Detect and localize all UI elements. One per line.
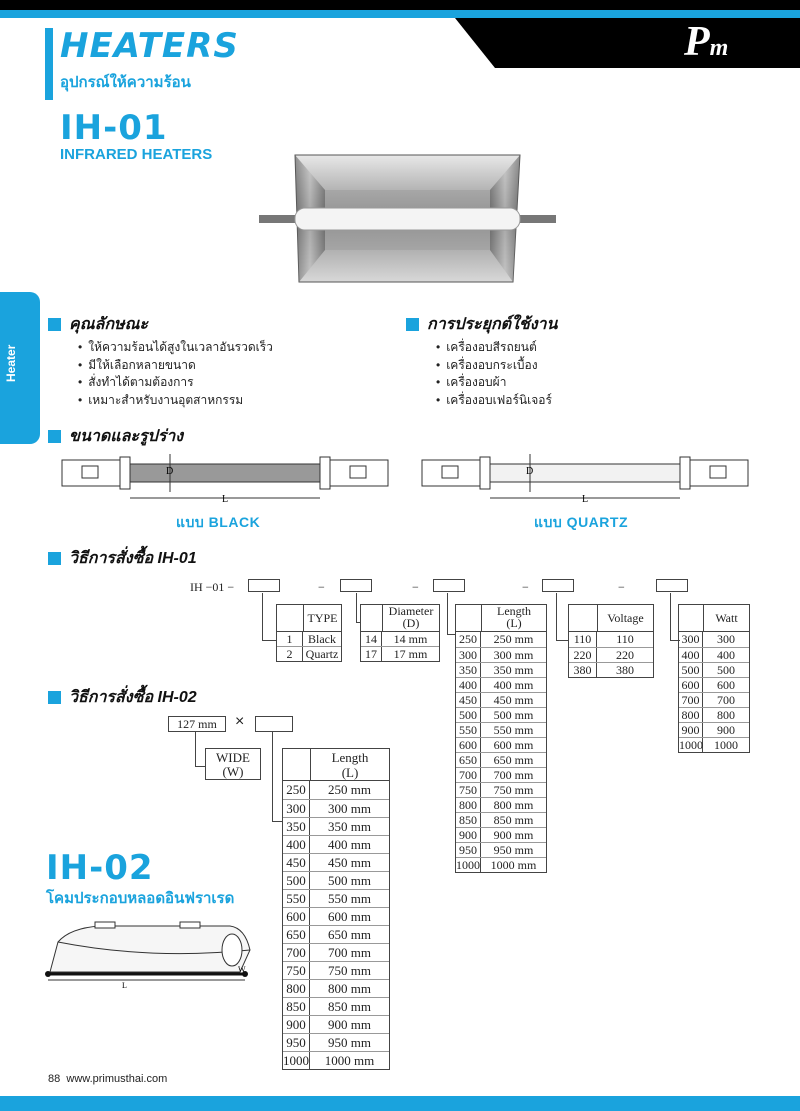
table-row: 1000 1000 mm [456,857,546,872]
table-row: 500 500 mm [283,871,389,889]
side-tab: Heater [0,292,40,444]
table-row: 700 700 mm [456,767,546,782]
table-row: 300 300 [679,632,749,647]
svg-text:L: L [222,494,229,505]
table-row: 450 450 mm [283,853,389,871]
list-item: • เหมาะสำหรับงานอุตสาหกรรม [78,392,273,410]
svg-text:L: L [122,981,127,990]
table-row: 800 800 mm [283,979,389,997]
table-row: 850 850 mm [283,997,389,1015]
table-row: 500 500 mm [456,707,546,722]
ih01-product-image [255,150,560,290]
list-item: • เครื่องอบกระเบื้อง [436,357,552,375]
table-row: 350 350 mm [456,662,546,677]
model-ih02: IH-02 [46,848,154,888]
table-row: 800 800 [679,707,749,722]
footer-bar [0,1096,800,1111]
list-item: • สั่งทำได้ตามต้องการ [78,374,273,392]
table-row: 600 600 mm [283,907,389,925]
list-item: • เครื่องอบสีรถยนต์ [436,339,552,357]
table-row: 700 700 mm [283,943,389,961]
table-row: 900 900 [679,722,749,737]
order-ih02-heading: วิธีการสั่งซื้อ IH-02 [48,685,197,710]
table-row: 300 300 mm [456,647,546,662]
website-url: www.primusthai.com [66,1073,168,1085]
table-row: 800 800 mm [456,797,546,812]
model-ih01-subtitle: INFRARED HEATERS [60,146,213,163]
table-row: 1000 1000 [679,737,749,752]
table-row: 550 550 mm [283,889,389,907]
applications-heading: การประยุกต์ใช้งาน [406,312,557,337]
table-row: 350 350 mm [283,817,389,835]
accent-line [45,28,53,100]
table-row: 400 400 mm [283,835,389,853]
page-title-thai: อุปกรณ์ให้ความร้อน [60,74,191,91]
table-row: 650 650 mm [456,752,546,767]
model-ih01: IH-01 [60,108,168,148]
table-row: 950 950 mm [456,842,546,857]
width-value-box: 127 mm [168,716,226,732]
table-row: 950 950 mm [283,1033,389,1051]
diameter-table: Diameter (D) 14 14 mm 17 17 mm [360,604,440,662]
features-list [78,339,273,409]
watt-table: Watt 300 300 400 400 500 500 600 600 700 700 800 800 900 900 1000 1000 [678,604,750,753]
code-slot-watt [656,579,688,592]
type-table: TYPE 1 Black 2 Quartz [276,604,342,662]
tube-quartz-diagram [420,452,750,508]
list-item: • มีให้เลือกหลายขนาด [78,357,273,375]
code-slot-voltage [542,579,574,592]
order-ih01-heading: วิธีการสั่งซื้อ IH-01 [48,546,197,571]
shape-heading: ขนาดและรูปร่าง [48,424,183,449]
table-row: 400 400 mm [456,677,546,692]
table-row: 650 650 mm [283,925,389,943]
type-quartz-label: แบบ QUARTZ [534,514,629,530]
table-row: 550 550 mm [456,722,546,737]
list-item: • เครื่องอบเฟอร์นิเจอร์ [436,392,552,410]
brand-logo: Pm [684,19,729,65]
wide-label-box: WIDE (W) [205,748,261,780]
svg-text:W: W [238,965,246,974]
code-slot-length [433,579,465,592]
table-row: 750 750 mm [283,961,389,979]
table-row: 600 600 mm [456,737,546,752]
table-row: 750 750 mm [456,782,546,797]
svg-text:D: D [526,466,534,477]
table-row: 850 850 mm [456,812,546,827]
list-item: • เครื่องอบผ้า [436,374,552,392]
table-row: 450 450 mm [456,692,546,707]
table-row: 900 900 mm [283,1015,389,1033]
ih02-lamp-drawing [40,920,260,992]
features-heading: คุณลักษณะ [48,312,148,337]
code-slot-diameter [340,579,372,592]
page-number: 88 [48,1073,61,1085]
tube-black-diagram [60,452,390,508]
table-row: 250 250 mm [283,781,389,799]
page-footer [48,1073,167,1085]
table-row: 250 250 mm [456,632,546,647]
svg-text:L: L [582,494,589,505]
applications-list [436,339,552,409]
table-row: 1000 1000 mm [283,1051,389,1069]
voltage-table: Voltage 110 110 220 220 380 380 [568,604,654,678]
code-slot-type [248,579,280,592]
model-ih02-subtitle: โคมประกอบหลอดอินฟราเรด [46,890,235,907]
table-row: 300 300 mm [283,799,389,817]
length-table-ih01: Length (L) 250 250 mm 300 300 mm 350 350 mm 400 400 mm 450 450 mm 500 500 mm 550 550 mm 600 600 mm 650 650 mm 700 700 mm 750 750 mm 800 800 mm 850 850 mm 900 900 mm 950 950 mm 1000 1000 mm [455,604,547,873]
table-row: 600 600 [679,677,749,692]
table-row: 500 500 [679,662,749,677]
page-title: HEATERS [60,26,239,66]
table-row: 700 700 [679,692,749,707]
order-code-prefix: IH −01 − [190,580,235,594]
svg-text:D: D [166,466,174,477]
table-row: 400 400 [679,647,749,662]
list-item: • ให้ความร้อนได้สูงในเวลาอันรวดเร็ว [78,339,273,357]
code-slot-length-ih02 [255,716,293,732]
table-row: 900 900 mm [456,827,546,842]
type-black-label: แบบ BLACK [176,514,261,530]
length-table-ih02: Length (L) 250 250 mm 300 300 mm 350 350 mm 400 400 mm 450 450 mm 500 500 mm 550 550 mm 600 600 mm 650 650 mm 700 700 mm 750 750 mm 800 800 mm 850 850 mm 900 900 mm 950 950 mm 1000 1000 mm [282,748,390,1070]
